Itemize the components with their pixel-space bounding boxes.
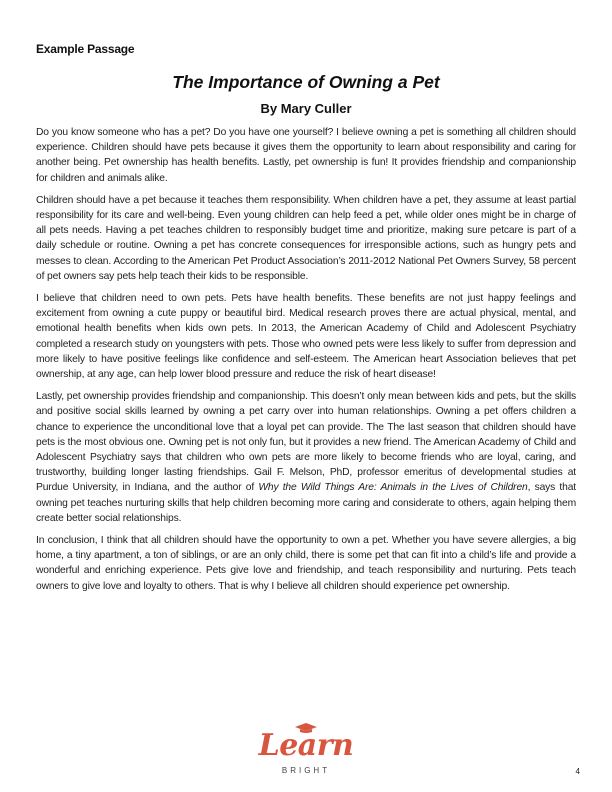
section-label: Example Passage <box>36 42 135 56</box>
logo-subtext: BRIGHT <box>281 766 331 775</box>
passage-byline: By Mary Culler <box>260 101 352 116</box>
passage-body <box>36 125 576 601</box>
paragraph-friendship-text-end: , says that owning pet teaches nurturing skills that help children becoming more caring and considerate to others, again helping them create better social relationships. <box>36 482 576 524</box>
paragraph-responsibility: Children should have a pet because it teaches them responsibility. When children have a pet, they assume at least partial responsibility for its care and well-being. Even young children can help feed a pet, while older ones might be in charge of all pets needs. Having a pet teaches children to responsibly budget time and prioritize, making sure petcare is part of a daily schedule or routine. Owning a pet has concrete consequences for irresponsible actions, such as hungry pets and messes to clean. According to the American Pet Product Association’s 2011-2012 National Pet Owners Survey, 58 percent of pet owners say pets help teach their kids to be responsible. <box>36 194 576 282</box>
paragraph-conclusion: In conclusion, I think that all children should have the opportunity to own a pet. Whether you have severe allergies, a big home, a tiny apartment, a ton of siblings, or are an only child, there is some pet that can fit into a child’s life and provide a wonderful and enriching experience. Pets give love and friendship, and teach responsibility and nurturing. Pets teach owners to give love and loyalty to others. That is why I believe all children should experience pet ownership. <box>36 535 576 592</box>
book-title: Why the Wild Things Are: Animals in the Lives of Children <box>258 482 528 494</box>
paragraph-friendship-text: Lastly, pet ownership provides friendship and companionship. This doesn’t only mean between kids and pets, but the skills and positive social skills learned by owning a pet carry over into human relationships. Owning a pet offers children a chance to experience the unconditional love that a loyal pet can provide. The The last season that children should have pets is the most obvious one. Owning pet is not only fun, but it provides a new friend. The American Academy of Child and Adolescent Psychiatry says that children who own pets are more likely to become friends who are loyal, caring, and trustworthy, building longer lasting friendships. Gail F. Melson, PhD, professor emeritus of developmental studies at Purdue University, in Indiana, and the author of <box>36 391 576 494</box>
paragraph-intro: Do you know someone who has a pet? Do you have one yourself? I believe owning a pet is something all children should experience. Children should have pets because it gives them the opportunity to learn about responsibility and caring for another being. Pet ownership has health benefits. Lastly, pet ownership is fun! It provides friendship and companionship for children and animals alike. <box>36 127 576 184</box>
paragraph-health: I believe that children need to own pets. Pets have health benefits. These benefits are not just happy feelings and excitement from owning a cute puppy or beautiful bird. Medical research proves there are actual physical, mental, and emotional health benefits when kids own pets. In 2013, the American Academy of Child and Adolescent Psychiatry completed a research study on youngsters with pets. Those who owned pets were less likely to suffer from depression and more likely to have positive feelings like confidence and self-esteem. The American heart Association believes that pet ownership, at any age, can help lower blood pressure and reduce the risk of heart disease! <box>36 293 576 381</box>
passage-title: The Importance of Owning a Pet <box>172 72 440 92</box>
paragraph-friendship <box>36 389 576 526</box>
learn-bright-logo <box>246 722 366 780</box>
logo-wordmark: Learn <box>258 728 354 763</box>
page-number: 4 <box>575 767 580 776</box>
